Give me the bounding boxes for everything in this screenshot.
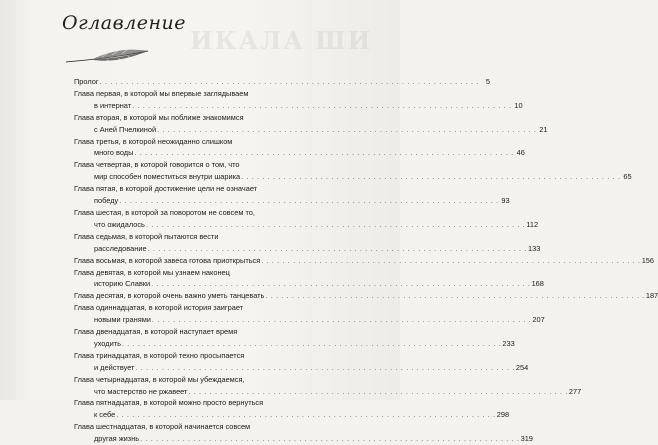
toc-page-number: 5 (485, 77, 491, 86)
toc-entry-text: Глава одиннадцатая, в которой история заиграет (74, 303, 244, 313)
toc-entry (74, 374, 582, 398)
toc-entry-text: много воды (94, 148, 134, 158)
toc-line (74, 314, 545, 326)
toc-entry-text: Глава шестая, в которой за поворотом не совсем то, (74, 207, 255, 217)
toc-line (74, 338, 515, 350)
toc-entry-text: что ожидалось (94, 219, 145, 229)
toc-line (74, 112, 324, 124)
toc-line (74, 350, 324, 362)
toc-page-number: 319 (520, 434, 533, 444)
toc-line (74, 207, 324, 219)
dot-leader (188, 386, 567, 398)
toc-page-number: 207 (532, 315, 545, 325)
toc-entry-text: Глава двенадцатая, в которой наступает время (74, 327, 238, 337)
toc-line (74, 290, 658, 302)
toc-entry-text: Глава четырнадцатая, в которой мы убеждаемся, (74, 374, 245, 384)
toc-line (74, 195, 510, 207)
dot-leader (119, 195, 498, 207)
toc-line (74, 278, 544, 290)
toc-entry (74, 421, 533, 445)
toc-line (74, 374, 324, 386)
toc-entry-text: Глава четвертая, в которой говорится о том, что (74, 160, 240, 170)
toc-page-number: 187 (645, 291, 658, 301)
toc-entry (74, 290, 658, 302)
toc-entry-text: новыми гранями (94, 315, 151, 325)
toc-entry (74, 112, 548, 136)
feather-quill-icon (62, 44, 152, 70)
toc-entry (74, 326, 515, 350)
toc-entry (74, 136, 525, 160)
toc-page-number: 46 (516, 148, 525, 158)
toc-line (74, 409, 510, 421)
toc-entry-text: Глава тринадцатая, в которой техно просыпается (74, 350, 245, 360)
dot-leader (265, 290, 644, 302)
dot-leader (146, 219, 525, 231)
toc-line (74, 100, 523, 112)
toc-entry-text: другая жизнь (94, 434, 140, 444)
toc-line (74, 88, 324, 100)
toc-line (74, 255, 655, 267)
toc-entry (74, 76, 491, 88)
toc-line (74, 231, 324, 243)
bleed-through-text: ИКАЛА ШИ (190, 26, 373, 55)
toc-entry-text: Глава вторая, в которой мы поближе знакомимся (74, 112, 244, 122)
toc-line (74, 219, 539, 231)
toc-page-number: 233 (502, 338, 515, 348)
toc-entry-text: победу (94, 196, 119, 206)
toc-line (74, 159, 324, 171)
toc-entry (74, 207, 539, 231)
toc-entry (74, 88, 523, 112)
toc-entry-text: историю Славки (94, 279, 151, 289)
toc-entry-text: в интернат (94, 100, 132, 110)
toc-line (74, 302, 324, 314)
toc-entry (74, 255, 655, 267)
dot-leader (151, 278, 530, 290)
toc-entry (74, 267, 544, 291)
toc-line (74, 147, 525, 159)
toc-entry-text: Глава десятая, в которой очень важно уметь танцевать (74, 291, 265, 301)
toc-entry (74, 350, 529, 374)
toc-entry-text: Глава первая, в которой мы впервые заглядываем (74, 88, 249, 98)
toc-line (74, 136, 324, 148)
toc-entry-text: к себе (94, 410, 116, 420)
toc-entry (74, 159, 632, 183)
dot-leader (157, 124, 536, 136)
toc-line (74, 124, 548, 136)
toc-entry-text: Глава пятнадцатая, в которой можно просто вернуться (74, 398, 264, 408)
dot-leader (122, 338, 501, 350)
table-of-contents (74, 76, 658, 445)
dot-leader (134, 147, 513, 159)
toc-entry-text: Пролог (74, 77, 99, 86)
toc-page-number: 298 (496, 410, 510, 420)
toc-entry-text: что мастерство не ржавеет (94, 386, 188, 396)
toc-entry (74, 183, 510, 207)
toc-entry (74, 302, 545, 326)
toc-header (62, 8, 373, 74)
toc-line (74, 397, 324, 409)
toc-entry (74, 231, 541, 255)
toc-entry-text: Глава восьмая, в которой завеса готова приоткрыться (74, 255, 261, 265)
toc-page-number: 65 (623, 172, 632, 182)
page-title: Оглавление (62, 12, 187, 34)
dot-leader (148, 243, 527, 255)
toc-line (74, 76, 491, 88)
dot-leader (100, 76, 479, 88)
toc-entry-text: Глава пятая, в которой достижение цели не означает (74, 184, 258, 194)
toc-line (74, 326, 324, 338)
toc-line (74, 433, 533, 445)
toc-page-number: 156 (641, 255, 655, 265)
toc-page-number: 277 (568, 386, 582, 396)
toc-line (74, 362, 529, 374)
toc-page-number: 133 (528, 243, 541, 253)
toc-page-number: 254 (515, 362, 529, 372)
dot-leader (116, 409, 495, 421)
toc-entry-text: Глава третья, в которой неожиданно слишком (74, 136, 233, 146)
toc-entry-text: Глава шестнадцатая, в которой начинается совсем (74, 422, 251, 432)
toc-page-number: 168 (531, 279, 544, 289)
toc-page-number: 93 (501, 196, 510, 206)
toc-line (74, 267, 324, 279)
toc-line (74, 421, 324, 433)
dot-leader (152, 314, 531, 326)
toc-entry-text: Глава седьмая, в которой пытаются вести (74, 231, 219, 241)
dot-leader (135, 362, 514, 374)
toc-entry-text: мир способен поместиться внутри шарика (94, 172, 241, 182)
dot-leader (241, 171, 620, 183)
dot-leader (132, 100, 511, 112)
dot-leader (140, 433, 519, 445)
toc-entry-text: Глава девятая, в которой мы узнаем наконец (74, 267, 230, 277)
toc-page-number: 10 (514, 100, 523, 110)
toc-entry-text: и действует (94, 362, 135, 372)
toc-entry (74, 397, 510, 421)
dot-leader (261, 255, 640, 267)
toc-line (74, 171, 632, 183)
toc-entry-text: расследование (94, 243, 147, 253)
toc-page-number: 21 (539, 124, 548, 134)
toc-entry-text: уходить (94, 338, 121, 348)
toc-page-number: 112 (526, 219, 539, 229)
toc-line (74, 183, 324, 195)
toc-entry-text: с Аней Пчелкиной (94, 124, 157, 134)
toc-line (74, 243, 541, 255)
toc-line (74, 386, 582, 398)
